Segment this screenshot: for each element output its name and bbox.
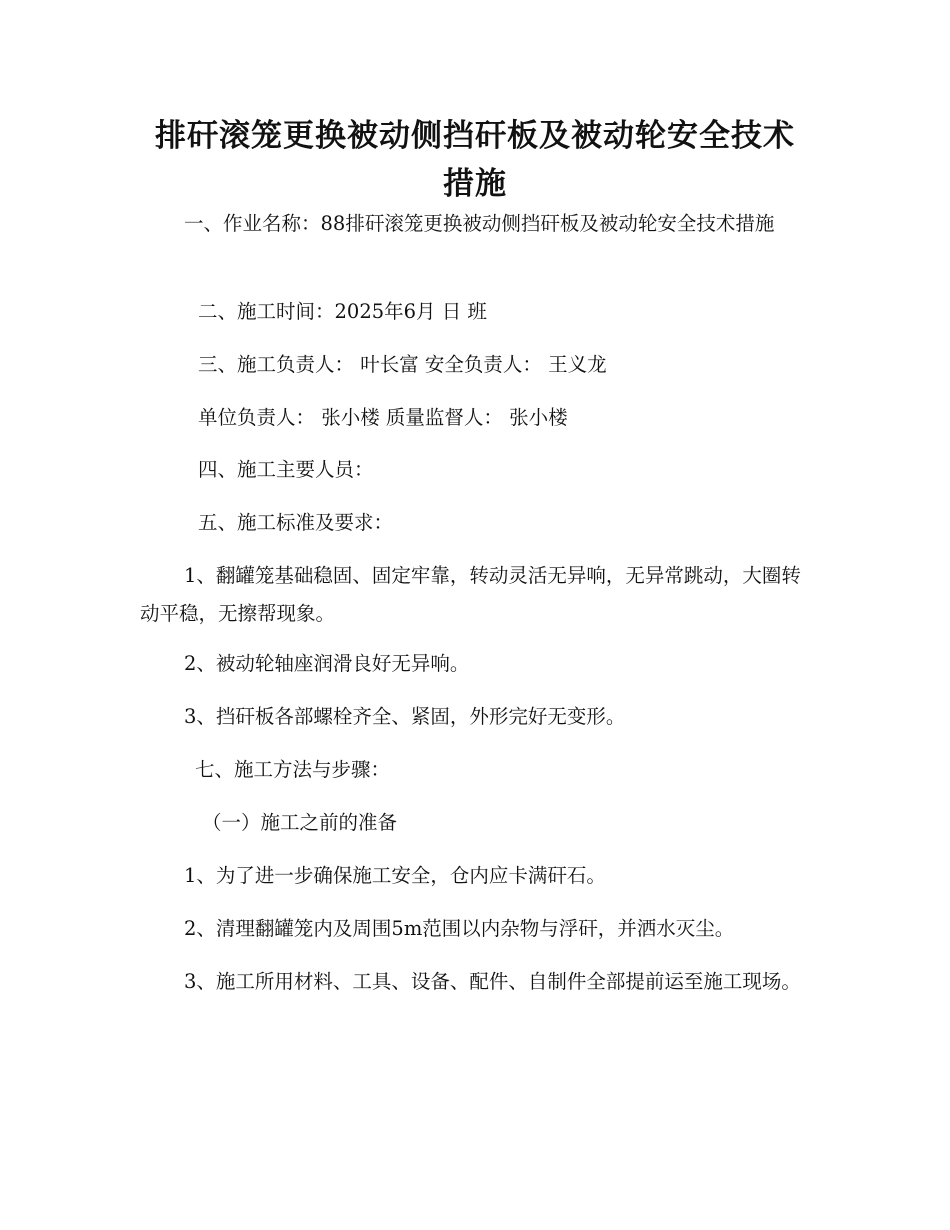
paragraph-prep-2: 2、清理翻罐笼内及周围5m范围以内杂物与浮矸，并洒水灭尘。: [184, 917, 735, 940]
paragraph-standard-2: 2、被动轮轴座润滑良好无异响。: [184, 652, 470, 675]
paragraph-construction-leader: 三、施工负责人： 叶长富 安全负责人： 王义龙: [198, 353, 607, 376]
paragraph-prep-1: 1、为了进一步确保施工安全，仓内应卡满矸石。: [184, 864, 606, 887]
paragraph-prep-3: 3、施工所用材料、工具、设备、配件、自制件全部提前运至施工现场。: [184, 970, 801, 993]
document-title: 排矸滚笼更换被动侧挡矸板及被动轮安全技术措施: [155, 118, 795, 202]
paragraph-unit-leader: 单位负责人： 张小楼 质量监督人： 张小楼: [198, 406, 568, 429]
paragraph-construction-time: 二、施工时间：2025年6月 日 班: [198, 300, 487, 323]
paragraph-standard-1: 1、翻罐笼基础稳固、固定牢靠，转动灵活无异响，无异常跳动，大圈转动平稳，无擦帮现象。: [140, 564, 801, 625]
paragraph-main-personnel: 四、施工主要人员：: [198, 458, 374, 481]
paragraph-standards-heading: 五、施工标准及要求：: [198, 511, 394, 534]
paragraph-work-name: 一、作业名称：88排矸滚笼更换被动侧挡矸板及被动轮安全技术措施: [184, 212, 775, 235]
paragraph-methods-heading: 七、施工方法与步骤：: [195, 758, 391, 781]
paragraph-standard-3: 3、挡矸板各部螺栓齐全、紧固，外形完好无变形。: [184, 705, 626, 728]
paragraph-preparation-heading: （一）施工之前的准备: [202, 811, 398, 834]
